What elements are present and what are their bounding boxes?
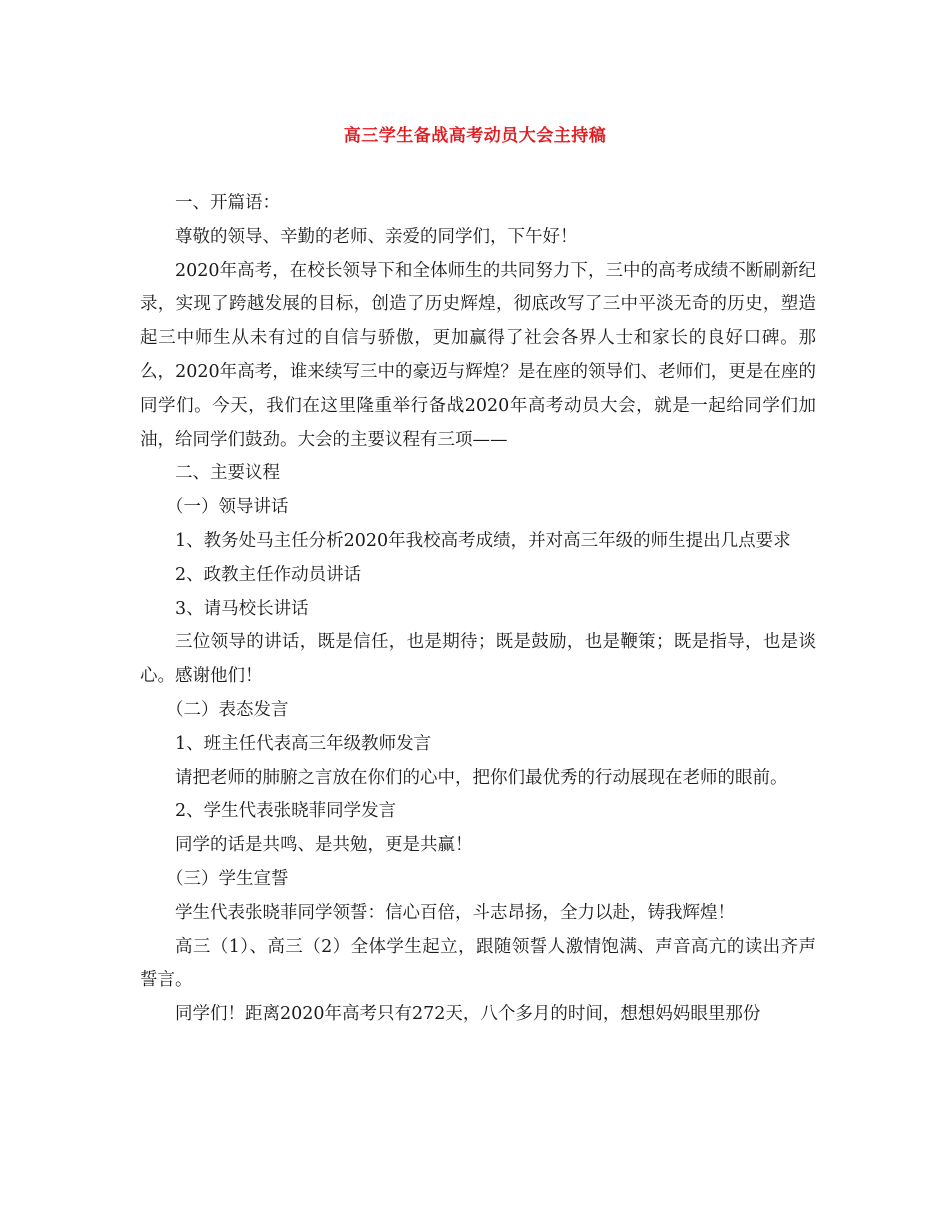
agenda-item-3: 3、请马校长讲话: [175, 598, 309, 619]
section-heading-agenda: 二、主要议程: [175, 463, 280, 484]
oath-lead: 学生代表张晓菲同学领誓：信心百倍，斗志昂扬，全力以赴，铸我辉煌！: [175, 902, 735, 923]
intro-paragraph: 2020年高考，在校长领导下和全体师生的共同努力下，三中的高考成绩不断刷新纪录，实现了跨越发展的目标，创造了历史辉煌，彻底改写了三中平淡无奇的历史，塑造起三中师生从未有过的自信与骄傲，更加赢得了社会各界人士和家长的良好口碑。那么，2020年高考，谁来续写三中的豪迈与辉煌？是在座的领导们、老师们，更是在座的同学们。今天，我们在这里隆重举行备战2020年高考动员大会，就是一起给同学们加油，给同学们鼓劲。大会的主要议程有三项——: [140, 260, 816, 450]
statement-item-1: 1、班主任代表高三年级教师发言: [175, 733, 432, 754]
closing-paragraph: 同学们！距离2020年高考只有272天，八个多月的时间，想想妈妈眼里那份: [175, 1004, 761, 1025]
statement-item-2: 2、学生代表张晓菲同学发言: [175, 801, 397, 822]
oath-students: 高三（1）、高三（2）全体学生起立，跟随领誓人激情饱满、声音高亢的读出齐声誓言。: [140, 936, 816, 991]
greeting-paragraph: 尊敬的领导、辛勤的老师、亲爱的同学们，下午好！: [175, 226, 578, 247]
section-heading-opening: 一、开篇语：: [175, 193, 280, 213]
document-title: 高三学生备战高考动员大会主持稿: [343, 126, 607, 146]
statement-comment-1: 请把老师的肺腑之言放在你们的心中，把你们最优秀的行动展现在老师的眼前。: [175, 767, 788, 788]
leader-speech-summary: 三位领导的讲话，既是信任，也是期待；既是鼓励，也是鞭策；既是指导，也是谈心。感谢他们！: [140, 632, 816, 687]
subsection-heading-oath: （三）学生宣誓: [166, 868, 289, 889]
agenda-item-2: 2、政教主任作动员讲话: [175, 564, 362, 585]
subsection-heading-statements: （二）表态发言: [166, 699, 289, 720]
subsection-heading-leader-speech: （一）领导讲话: [166, 497, 289, 518]
statement-comment-2: 同学的话是共鸣、是共勉，更是共赢！: [175, 835, 473, 856]
document-body: [140, 187, 816, 1032]
agenda-item-1: 1、教务处马主任分析2020年我校高考成绩，并对高三年级的师生提出几点要求: [175, 530, 791, 551]
